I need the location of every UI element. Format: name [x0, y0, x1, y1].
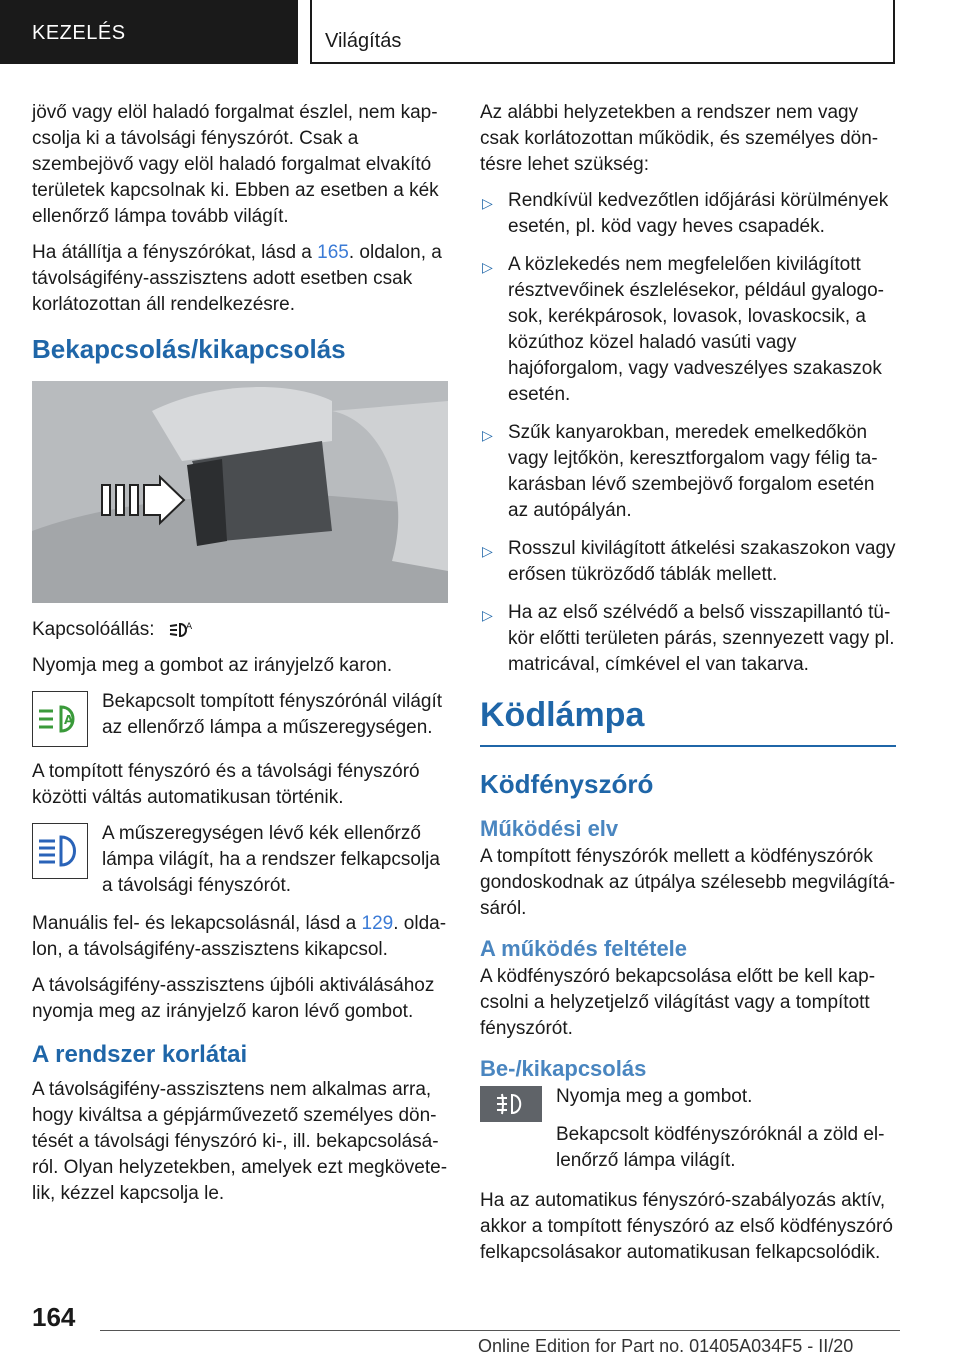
triangle-bullet-icon: ▷ — [482, 195, 493, 211]
paragraph: Manuális fel- és lekapcsolásnál, lásd a 129. oldalon, a távolságifény-asszisztens kikapcsol. — [32, 913, 447, 960]
list-item: ▷ Rendkívül kedvezőtlen időjárási körülmények esetén, pl. köd vagy heves csapadék. — [482, 190, 889, 237]
header-right-rule — [893, 0, 895, 64]
fog-button-row — [480, 1084, 896, 1122]
fog-light-button[interactable] — [480, 1086, 542, 1122]
switch-position-line: Kapcsolóállás: A — [32, 619, 192, 640]
triangle-bullet-icon: ▷ — [482, 543, 493, 559]
section-label: KEZELÉS — [32, 22, 126, 44]
lever-illustration — [32, 381, 448, 603]
page-link[interactable]: 129 — [361, 913, 394, 934]
subsection-heading: Működési elv — [480, 816, 619, 841]
paragraph: A távolságifény-asszisztens újbóli aktiválásához nyomja meg az irányjelző karon lévő gombot. — [32, 975, 435, 1022]
subsection-heading: A működés feltétele — [480, 936, 688, 961]
triangle-bullet-icon: ▷ — [482, 427, 493, 443]
paragraph: Nyomja meg a gombot az irányjelző karon. — [32, 655, 393, 676]
paragraph: Ha az automatikus fényszóró-szabályozás aktív, akkor a tompított fényszóró az első ködfényszóró felkapcsolásakor automatikusan felkapcsolódik. — [480, 1190, 893, 1263]
triangle-bullet-icon: ▷ — [482, 607, 493, 623]
list-item: ▷ Ha az első szélvédő a belső visszapillantó tükör előtti területen párás, szennyezett vagy pl. matricával, címkével el van takarva. — [482, 602, 895, 675]
edition-footer: Online Edition for Part no. 01405A034F5 - II/20 — [478, 1336, 854, 1356]
fog-instructions — [556, 1084, 896, 1122]
page-link[interactable]: 165 — [317, 242, 349, 263]
triangle-bullet-icon: ▷ — [482, 259, 493, 275]
limitations-list — [480, 188, 896, 678]
turn-signal-lever-photo — [32, 381, 448, 603]
paragraph: Ha átállítja a fényszórókat, lásd a 165. oldalon, a távolságifény-asszisztens adott esetben csak korlátozottan áll rendelkezésre. — [32, 242, 442, 315]
paragraph: Bekapcsolt tompított fényszórónál világít az ellenőrző lámpa a műszeregységen. — [102, 691, 443, 738]
paragraph: Az alábbi helyzetekben a rendszer nem vagy csak korlátozottan működik, és személyes döntésre lehet szükség: — [480, 102, 879, 175]
svg-text:A: A — [185, 621, 192, 632]
paragraph: A tompított fényszórók mellett a ködfényszórók gondoskodnak az útpálya szélesebb megvilágításáról. — [480, 846, 896, 919]
blue-indicator-box — [32, 823, 88, 879]
section-tab — [0, 0, 298, 64]
paragraph: A ködfényszóró bekapcsolása előtt be kell kapcsolni a helyzetjelző világítást vagy a tompított fényszórót. — [480, 966, 876, 1039]
paragraph: A távolságifény-asszisztens nem alkalmas arra, hogy kiváltsa a gépjárművezető személyes döntését a távolsági fényszóró ki-, ill. bekapcsolásáról. Olyan helyzetekben, amelyek ezt megkövetelik, kézzel kapcsolja le. — [32, 1079, 448, 1204]
fog-light-icon — [495, 1092, 527, 1116]
section-heading: Bekapcsolás/kikapcsolás — [32, 334, 346, 364]
header-underline — [310, 62, 895, 64]
chapter-heading: Ködlámpa — [480, 696, 896, 747]
left-column — [32, 100, 450, 1217]
blue-high-beam-icon — [37, 831, 83, 871]
paragraph: A tompított fényszóró és a távolsági fényszóró közötti váltás automatikusan történik. — [32, 761, 420, 808]
high-beam-assist-icon — [168, 620, 194, 640]
list-item: ▷ Szűk kanyarokban, meredek emelkedőkön vagy lejtőkön, keresztforgalom vagy félig takarásban lévő szembejövő forgalom esetén az autópályán. — [482, 422, 878, 521]
paragraph: Bekapcsolt ködfényszóróknál a zöld ellenőrző lámpa világít. — [556, 1124, 885, 1171]
section-heading: A rendszer korlátai — [32, 1041, 248, 1068]
header-divider — [310, 0, 312, 64]
svg-text:A: A — [64, 713, 74, 727]
list-item: ▷ Rosszul kivilágított átkelési szakaszokon vagy erősen tükröződő táblák mellett. — [482, 538, 896, 585]
green-indicator-box — [32, 691, 88, 747]
section-heading: Ködfényszóró — [480, 769, 654, 799]
list-item: ▷ A közlekedés nem megfelelően kivilágított résztvevőinek észlelésekor, például gyalogosok, kerékpárosok, lovasok, lovaskocsik, a közúthoz közel haladó vasúti vagy hajóforgalom, vagy vadveszélyes szakaszok esetén. — [482, 254, 884, 405]
right-column — [480, 100, 896, 1276]
paragraph: jövő vagy elöl haladó forgalmat észlel, nem kapcsolja ki a távolsági fényszórót. Csak a szembejövő vagy elöl haladó forgalmat elvakító területek kapcsolnak ki. Ebben az esetben a kék ellenőrző lámpa tovább világít. — [32, 102, 439, 227]
page-number: 164 — [32, 1302, 76, 1332]
paragraph: Nyomja meg a gombot. — [556, 1086, 753, 1107]
footer-rule — [100, 1330, 900, 1331]
indicator-row — [32, 821, 450, 899]
paragraph: A műszeregységen lévő kék ellenőrző lámpa világít, ha a rendszer felkapcsolja a távolsági fényszórót. — [102, 823, 440, 896]
page-title: Világítás — [325, 30, 402, 52]
indicator-row — [32, 689, 450, 747]
subsection-heading: Be-/kikapcsolás — [480, 1056, 647, 1081]
green-high-beam-assist-icon — [37, 699, 83, 739]
